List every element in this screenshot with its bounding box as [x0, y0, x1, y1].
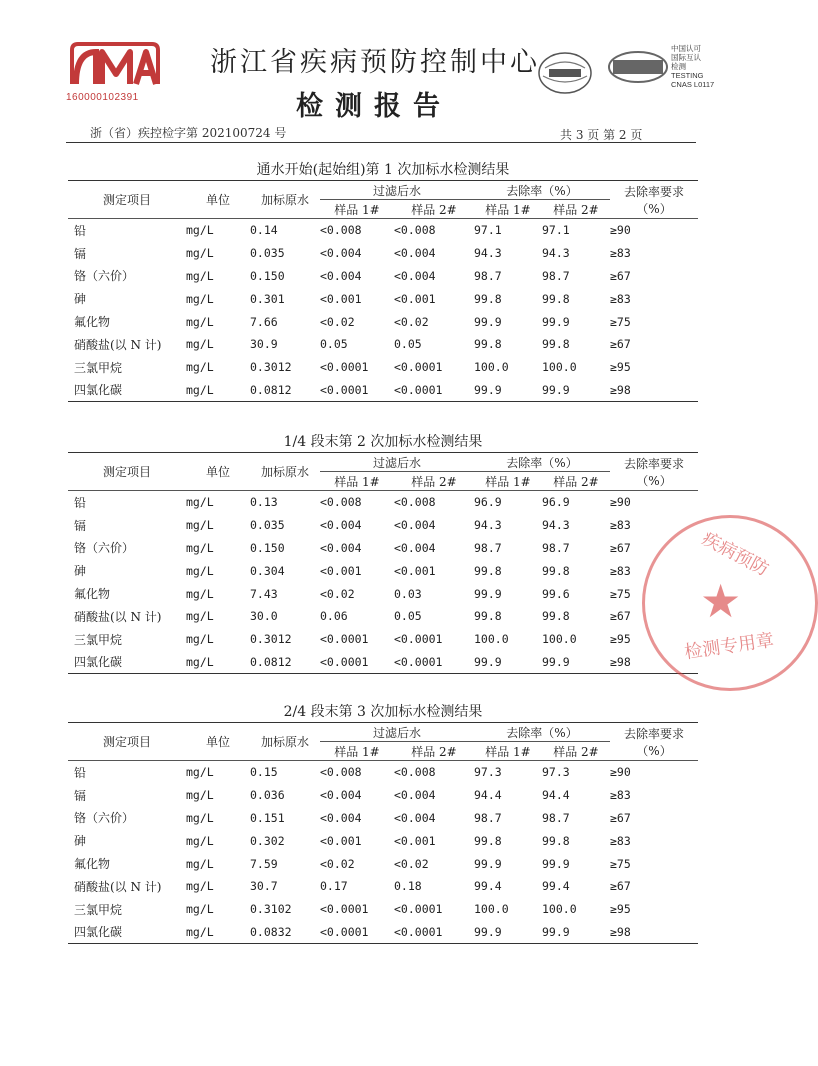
col-header-unit: 单位: [205, 735, 230, 749]
table-row: 镉 mg/L 0.036 <0.004 <0.004 94.4 94.4 ≥83: [74, 788, 631, 803]
col-header-sample2: 样品 2#: [411, 744, 457, 759]
col-header-removal: 去除率（%）: [474, 723, 610, 742]
col-header-sample2: 样品 2#: [411, 202, 457, 217]
table-row: 砷 mg/L 0.302 <0.001 <0.001 99.8 99.8 ≥83: [74, 833, 631, 849]
cnas-logo: [607, 50, 669, 84]
stamp-text: 疾病预防: [698, 528, 773, 581]
col-header-unit: 单位: [205, 465, 230, 479]
col-header-sample1: 样品 1#: [485, 202, 531, 217]
table-row: 铬（六价） mg/L 0.150 <0.004 <0.004 98.7 98.7 ≥67: [74, 268, 631, 284]
results-table: [68, 722, 698, 944]
stamp-text: 检测专用章: [683, 629, 776, 664]
col-header-sample2: 样品 2#: [553, 202, 599, 217]
table-row: 铅 mg/L 0.14 <0.008 <0.008 97.1 97.1 ≥90: [74, 223, 631, 238]
results-table: [68, 180, 698, 402]
table-row: 镉 mg/L 0.035 <0.004 <0.004 94.3 94.3 ≥83: [74, 246, 631, 261]
col-header-sample1: 样品 1#: [334, 202, 380, 217]
table-row: 砷 mg/L 0.304 <0.001 <0.001 99.8 99.8 ≥83: [74, 563, 631, 579]
table-row: 三氯甲烷 mg/L 0.3102 <0.0001 <0.0001 100.0 100.0 ≥95: [74, 902, 631, 917]
col-header-sample2: 样品 2#: [411, 474, 457, 489]
col-header-sample1: 样品 1#: [485, 474, 531, 489]
ilac-mra-logo: [537, 50, 593, 96]
col-header-filtered: 过滤后水: [320, 453, 474, 472]
col-header-requirement: 去除率要求 （%）: [623, 456, 684, 488]
results-table: [68, 452, 698, 674]
table-row: 铅 mg/L 0.13 <0.008 <0.008 96.9 96.9 ≥90: [74, 495, 631, 510]
col-header-raw: 加标原水: [260, 193, 309, 207]
header-divider: [66, 142, 696, 143]
section-title: 2/4 段末第 3 次加标水检测结果: [283, 704, 483, 720]
section-title: 通水开始(起始组)第 1 次加标水检测结果: [256, 162, 510, 178]
col-header-unit: 单位: [205, 193, 230, 207]
star-icon: ★: [700, 574, 742, 628]
table-row: 氟化物 mg/L 7.59 <0.02 <0.02 99.9 99.9 ≥75: [74, 856, 631, 872]
document-number: 浙（省）疾控检字第 202100724 号: [90, 126, 287, 140]
col-header-filtered: 过滤后水: [320, 723, 474, 742]
results-section-1: [68, 160, 698, 402]
table-row: 铅 mg/L 0.15 <0.008 <0.008 97.3 97.3 ≥90: [74, 765, 631, 780]
col-header-sample2: 样品 2#: [553, 474, 599, 489]
report-title: 检测报告: [296, 91, 452, 122]
col-header-sample1: 样品 1#: [485, 744, 531, 759]
col-header-filtered: 过滤后水: [320, 181, 474, 200]
table-row: 铬（六价） mg/L 0.150 <0.004 <0.004 98.7 98.7 ≥67: [74, 540, 631, 556]
col-header-item: 测定项目: [102, 735, 151, 749]
page-number: 共 3 页 第 2 页: [560, 128, 643, 142]
table-row: 砷 mg/L 0.301 <0.001 <0.001 99.8 99.8 ≥83: [74, 291, 631, 307]
col-header-raw: 加标原水: [260, 465, 309, 479]
section-title: 1/4 段末第 2 次加标水检测结果: [283, 434, 483, 450]
results-section-2: [68, 432, 698, 674]
col-header-sample1: 样品 1#: [334, 474, 380, 489]
col-header-sample1: 样品 1#: [334, 744, 380, 759]
table-row: 硝酸盐(以 N 计) mg/L 30.9 0.05 0.05 99.8 99.8 ≥67: [74, 337, 631, 352]
organization-name: 浙江省疾病预防控制中心: [210, 47, 540, 78]
col-header-requirement: 去除率要求 （%）: [623, 726, 684, 758]
table-row: 三氯甲烷 mg/L 0.3012 <0.0001 <0.0001 100.0 100.0 ≥95: [74, 632, 631, 647]
cnas-accreditation-text: 中国认可 国际互认 检测 TESTING CNAS L0117: [671, 44, 715, 89]
table-row: 镉 mg/L 0.035 <0.004 <0.004 94.3 94.3 ≥83: [74, 518, 631, 533]
table-row: 氟化物 mg/L 7.43 <0.02 0.03 99.9 99.6 ≥75: [74, 586, 631, 602]
table-row: 硝酸盐(以 N 计) mg/L 30.7 0.17 0.18 99.4 99.4 ≥67: [74, 879, 631, 894]
cma-logo: [66, 40, 160, 103]
cma-code: 160000102391: [66, 92, 139, 103]
results-section-3: [68, 702, 698, 944]
table-row: 四氯化碳 mg/L 0.0812 <0.0001 <0.0001 99.9 99.9 ≥98: [68, 379, 698, 402]
col-header-item: 测定项目: [102, 465, 151, 479]
col-header-removal: 去除率（%）: [474, 181, 610, 200]
col-header-removal: 去除率（%）: [474, 453, 610, 472]
table-row: 铬（六价） mg/L 0.151 <0.004 <0.004 98.7 98.7 ≥67: [74, 810, 631, 826]
table-row: 四氯化碳 mg/L 0.0832 <0.0001 <0.0001 99.9 99.9 ≥98: [68, 921, 698, 944]
table-row: 氟化物 mg/L 7.66 <0.02 <0.02 99.9 99.9 ≥75: [74, 314, 631, 330]
col-header-item: 测定项目: [102, 193, 151, 207]
table-row: 四氯化碳 mg/L 0.0812 <0.0001 <0.0001 99.9 99.9 ≥98: [68, 651, 698, 674]
col-header-requirement: 去除率要求 （%）: [623, 184, 684, 216]
col-header-raw: 加标原水: [260, 735, 309, 749]
table-row: 硝酸盐(以 N 计) mg/L 30.0 0.06 0.05 99.8 99.8 ≥67: [74, 609, 631, 624]
col-header-sample2: 样品 2#: [553, 744, 599, 759]
table-row: 三氯甲烷 mg/L 0.3012 <0.0001 <0.0001 100.0 100.0 ≥95: [74, 360, 631, 375]
